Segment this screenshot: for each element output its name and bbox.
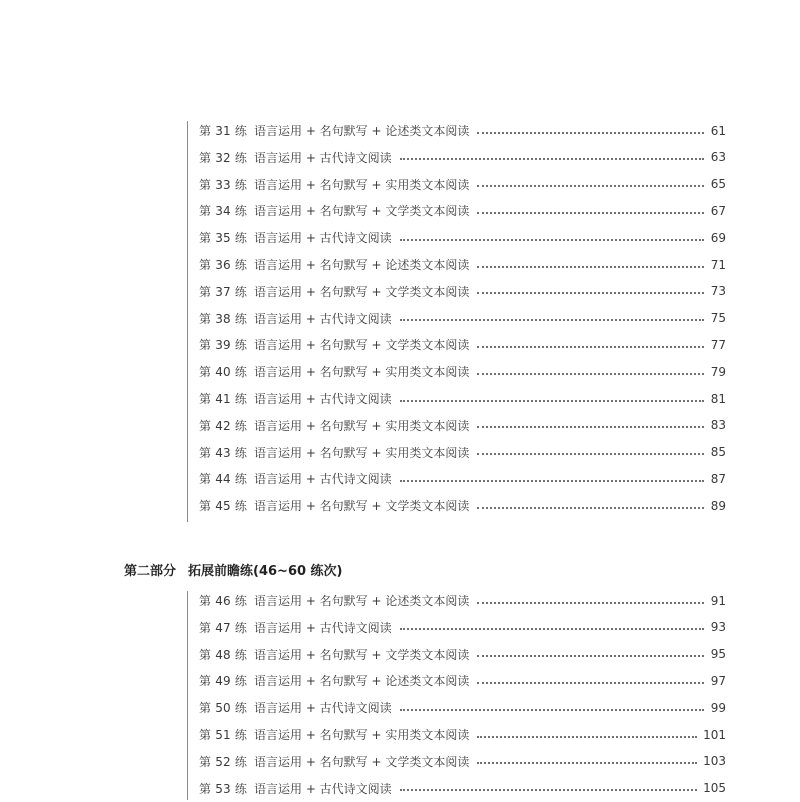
- toc-entry-page: 61: [710, 123, 726, 138]
- toc-entry-number: 第 48 练: [199, 647, 248, 662]
- dot-leader: [400, 239, 704, 241]
- toc-entry[interactable]: [199, 385, 726, 412]
- toc-entry-page: 93: [710, 620, 726, 635]
- dot-leader: [400, 628, 704, 630]
- toc-entry-title: 语言运用 + 名句默写 + 论述类文本阅读: [254, 594, 470, 608]
- toc-entry-number: 第 37 练: [199, 284, 248, 299]
- dot-leader: [477, 426, 704, 428]
- toc-entry-page: 73: [710, 284, 726, 299]
- toc-entry-title: 语言运用 + 名句默写 + 文学类文本阅读: [254, 499, 470, 514]
- toc-entry[interactable]: [199, 614, 726, 641]
- toc-entry[interactable]: [199, 748, 726, 775]
- toc-entry-number: 第 38 练: [199, 311, 248, 326]
- toc-entry[interactable]: [199, 331, 726, 358]
- toc-entry-number: 第 50 练: [199, 701, 248, 716]
- toc-entry-title: 语言运用 + 名句默写 + 文学类文本阅读: [254, 754, 470, 769]
- toc-entry-number: 第 34 练: [199, 204, 248, 219]
- section-divider-line: [187, 121, 188, 522]
- toc-entry[interactable]: [199, 251, 726, 278]
- toc-entry-title: 语言运用 + 古代诗文阅读: [254, 392, 392, 406]
- toc-entry-page: 83: [710, 418, 726, 433]
- toc-entry-page: 81: [710, 391, 726, 406]
- toc-entry-page: 103: [703, 754, 726, 769]
- dot-leader: [477, 682, 704, 684]
- toc-entry-number: 第 41 练: [199, 392, 248, 406]
- toc-entry-page: 101: [703, 727, 726, 742]
- toc-entry-page: 97: [710, 673, 726, 688]
- toc-entry-title: 语言运用 + 名句默写 + 文学类文本阅读: [254, 338, 470, 353]
- toc-entry-number: 第 35 练: [199, 231, 248, 246]
- toc-entry-page: 63: [710, 150, 726, 165]
- toc-entry[interactable]: [199, 197, 726, 224]
- toc-entry[interactable]: [199, 775, 726, 802]
- toc-entry-number: 第 47 练: [199, 620, 248, 635]
- toc-entry-title: 语言运用 + 名句默写 + 论述类文本阅读: [254, 258, 470, 272]
- toc-entry-number: 第 33 练: [199, 177, 248, 192]
- dot-leader: [477, 453, 704, 455]
- toc-entry-number: 第 36 练: [199, 258, 248, 272]
- dot-leader: [477, 266, 704, 268]
- toc-entry[interactable]: [199, 305, 726, 332]
- toc-entry-page: 69: [710, 230, 726, 245]
- dot-leader: [477, 655, 704, 657]
- dot-leader: [477, 185, 704, 187]
- dot-leader: [477, 762, 697, 764]
- toc-entry-number: 第 53 练: [199, 781, 248, 796]
- toc-entry-title: 语言运用 + 古代诗文阅读: [254, 781, 392, 796]
- toc-entry-page: 85: [710, 445, 726, 460]
- dot-leader: [477, 373, 704, 375]
- toc-entry-title: 语言运用 + 古代诗文阅读: [254, 311, 392, 326]
- toc-entry-number: 第 40 练: [199, 365, 248, 380]
- toc-entry[interactable]: [199, 117, 726, 144]
- toc-entry-title: 语言运用 + 名句默写 + 实用类文本阅读: [254, 365, 470, 380]
- toc-entry-title: 语言运用 + 名句默写 + 论述类文本阅读: [254, 674, 470, 689]
- dot-leader: [477, 346, 704, 348]
- toc-entry-title: 语言运用 + 古代诗文阅读: [254, 231, 392, 246]
- toc-entry[interactable]: [199, 171, 726, 198]
- toc-entry-page: 65: [710, 177, 726, 192]
- toc-entry-title: 语言运用 + 名句默写 + 文学类文本阅读: [254, 204, 470, 219]
- toc-entry[interactable]: [199, 358, 726, 385]
- toc-entry[interactable]: [199, 278, 726, 305]
- toc-entry-page: 89: [710, 498, 726, 513]
- toc-entry-number: 第 46 练: [199, 594, 248, 608]
- toc-entry[interactable]: [199, 439, 726, 466]
- toc-entry[interactable]: [199, 144, 726, 171]
- toc-entry[interactable]: [199, 412, 726, 439]
- toc-entry-title: 语言运用 + 名句默写 + 实用类文本阅读: [254, 445, 470, 460]
- toc-entry[interactable]: [199, 587, 726, 614]
- section-divider-line: [187, 591, 188, 800]
- toc-entry[interactable]: [199, 224, 726, 251]
- toc-entry-page: 79: [710, 364, 726, 379]
- toc-entry-page: 99: [710, 700, 726, 715]
- part-heading: [124, 560, 343, 579]
- toc-entry-title: 语言运用 + 名句默写 + 文学类文本阅读: [254, 647, 470, 662]
- toc-entry[interactable]: [199, 492, 726, 519]
- toc-entry-title: 语言运用 + 名句默写 + 论述类文本阅读: [254, 124, 470, 138]
- dot-leader: [400, 709, 704, 711]
- toc-entry-title: 语言运用 + 古代诗文阅读: [254, 701, 392, 716]
- toc-entry-title: 语言运用 + 古代诗文阅读: [254, 150, 392, 165]
- toc-entry-number: 第 32 练: [199, 150, 248, 165]
- dot-leader: [477, 736, 697, 738]
- toc-entry-number: 第 51 练: [199, 728, 248, 742]
- dot-leader: [477, 212, 704, 214]
- dot-leader: [400, 400, 704, 402]
- toc-entry-number: 第 42 练: [199, 418, 248, 433]
- dot-leader: [477, 507, 704, 509]
- toc-entry-title: 语言运用 + 古代诗文阅读: [254, 472, 392, 487]
- toc-entry-number: 第 31 练: [199, 124, 248, 138]
- toc-entry-page: 71: [710, 257, 726, 272]
- toc-entry-title: 语言运用 + 古代诗文阅读: [254, 620, 392, 635]
- toc-entry-title: 语言运用 + 名句默写 + 文学类文本阅读: [254, 284, 470, 299]
- toc-entry-number: 第 52 练: [199, 754, 248, 769]
- toc-entry-number: 第 39 练: [199, 338, 248, 353]
- toc-entry-number: 第 49 练: [199, 674, 248, 689]
- toc-entry-page: 67: [710, 203, 726, 218]
- toc-entry-page: 75: [710, 311, 726, 326]
- toc-entry-page: 105: [703, 781, 726, 796]
- toc-entry-title: 语言运用 + 名句默写 + 实用类文本阅读: [254, 728, 470, 742]
- toc-entry-title: 语言运用 + 名句默写 + 实用类文本阅读: [254, 418, 470, 433]
- toc-entry-page: 87: [710, 471, 726, 486]
- dot-leader: [400, 789, 697, 791]
- toc-entry-page: 91: [710, 593, 726, 608]
- dot-leader: [477, 132, 704, 134]
- toc-entry[interactable]: [199, 641, 726, 668]
- toc-entry-title: 语言运用 + 名句默写 + 实用类文本阅读: [254, 177, 470, 192]
- toc-entry[interactable]: [199, 667, 726, 694]
- dot-leader: [477, 292, 704, 294]
- toc-entry[interactable]: [199, 694, 726, 721]
- dot-leader: [400, 480, 704, 482]
- toc-entry[interactable]: [199, 721, 726, 748]
- dot-leader: [477, 602, 704, 604]
- toc-entry-page: 95: [710, 647, 726, 662]
- part-title: 拓展前瞻练(46~60 练次): [188, 564, 343, 579]
- toc-entry-number: 第 45 练: [199, 499, 248, 514]
- toc-entry[interactable]: [199, 465, 726, 492]
- part-label: 第二部分: [124, 564, 177, 579]
- toc-entry-number: 第 43 练: [199, 445, 248, 460]
- dot-leader: [400, 158, 704, 160]
- toc-entry-page: 77: [710, 337, 726, 352]
- toc-entry-number: 第 44 练: [199, 472, 248, 487]
- dot-leader: [400, 319, 704, 321]
